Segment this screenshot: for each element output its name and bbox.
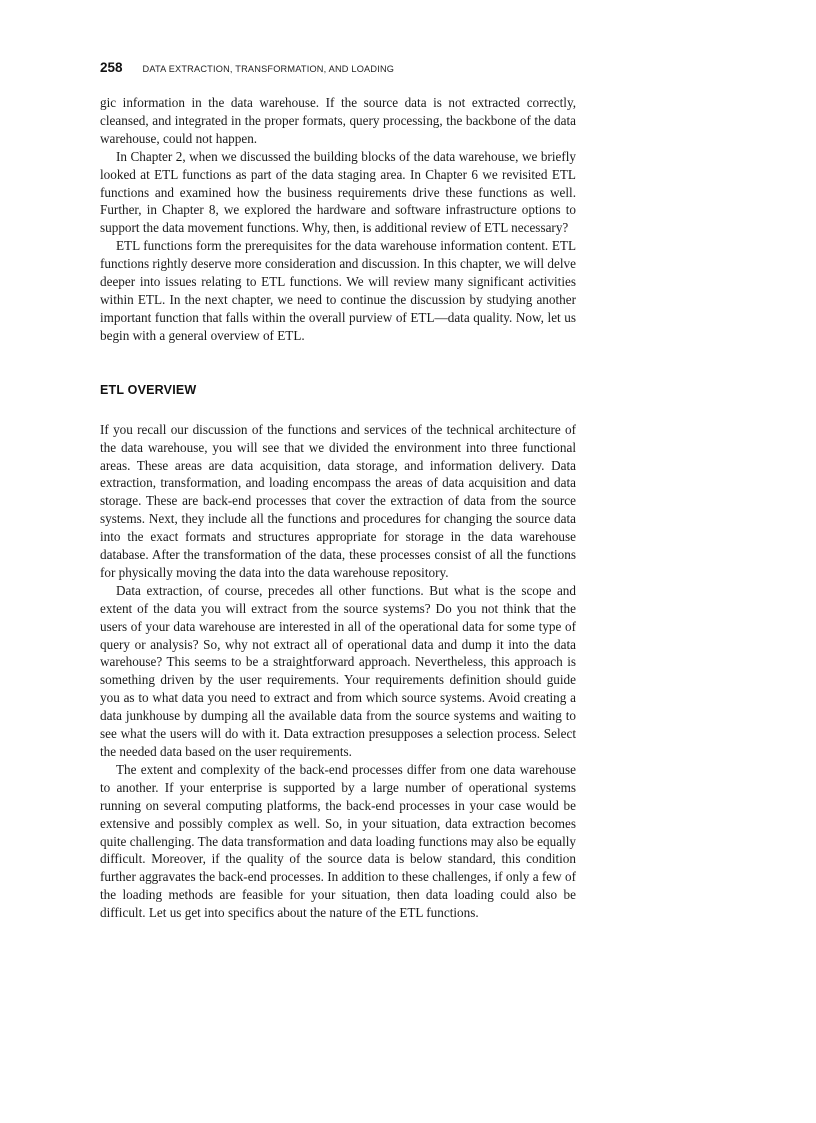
- paragraph: ETL functions form the prerequisites for the data warehouse information content. ETL functions rightly deserve more consideration and discussion. In this chapter, we will delve deeper into issues relating to ETL functions. We will review many significant activities within ETL. In the next chapter, we need to continue the discussion by studying another important function that falls within the overall purview of ETL—data quality. Now, let us begin with a general overview of ETL.: [100, 238, 576, 343]
- page-number: 258: [100, 60, 123, 75]
- body-text: [100, 94, 576, 922]
- paragraph: If you recall our discussion of the functions and services of the technical architecture of the data warehouse, you will see that we divided the environment into three functional areas. These areas are data acquisition, data storage, and information delivery. Data extraction, transformation, and loading encompass the areas of data acquisition and data storage. These are back-end processes that cover the extraction of data from the source systems. Next, they include all the functions and procedures for changing the source data into the exact formats and structures appropriate for storage in the data warehouse database. After the transformation of the data, these processes consist of all the functions for physically moving the data into the data warehouse repository.: [100, 421, 576, 580]
- paragraph: gic information in the data warehouse. If the source data is not extracted correctly, cleansed, and integrated in the proper formats, query processing, the backbone of the data warehouse, could not happen.: [100, 95, 576, 146]
- page-header: [100, 60, 576, 82]
- paragraph: In Chapter 2, when we discussed the building blocks of the data warehouse, we briefly looked at ETL functions as part of the data staging area. In Chapter 6 we revisited ETL functions and examined how the business requirements drive these functions as well. Further, in Chapter 8, we explored the hardware and software infrastructure options to support the data movement functions. Why, then, is additional review of ETL necessary?: [100, 148, 576, 236]
- section-heading: ETL OVERVIEW: [100, 382, 197, 397]
- book-page: [100, 60, 576, 922]
- paragraph: The extent and complexity of the back-end processes differ from one data warehouse to another. If your enterprise is supported by a large number of operational systems running on several computing platforms, the back-end processes in your case would be extensive and possibly complex as well. So, in your situation, data extraction becomes quite challenging. The data transformation and data loading functions may also be equally difficult. Moreover, if the quality of the source data is below standard, this condition further aggravates the back-end processes. In addition to these challenges, if only a few of the loading methods are feasible for your situation, then data loading could also be difficult. Let us get into specifics about the nature of the ETL functions.: [100, 761, 576, 921]
- paragraph: Data extraction, of course, precedes all other functions. But what is the scope and extent of the data you will extract from the source systems? Do you not think that the users of your data warehouse are interested in all of the operational data for some type of query or analysis? So, why not extract all of operational data and dump it into the data warehouse? This seems to be a straightforward approach. Nevertheless, this approach is something driven by the user requirements. Your requirements definition should guide you as to what data you need to extract and from which source systems. Avoid creating a data junkhouse by dumping all the available data from the source systems and waiting to see what the users will do with it. Data extraction presupposes a selection process. Select the needed data based on the user requirements.: [100, 582, 576, 759]
- running-head: DATA EXTRACTION, TRANSFORMATION, AND LOADING: [142, 64, 395, 74]
